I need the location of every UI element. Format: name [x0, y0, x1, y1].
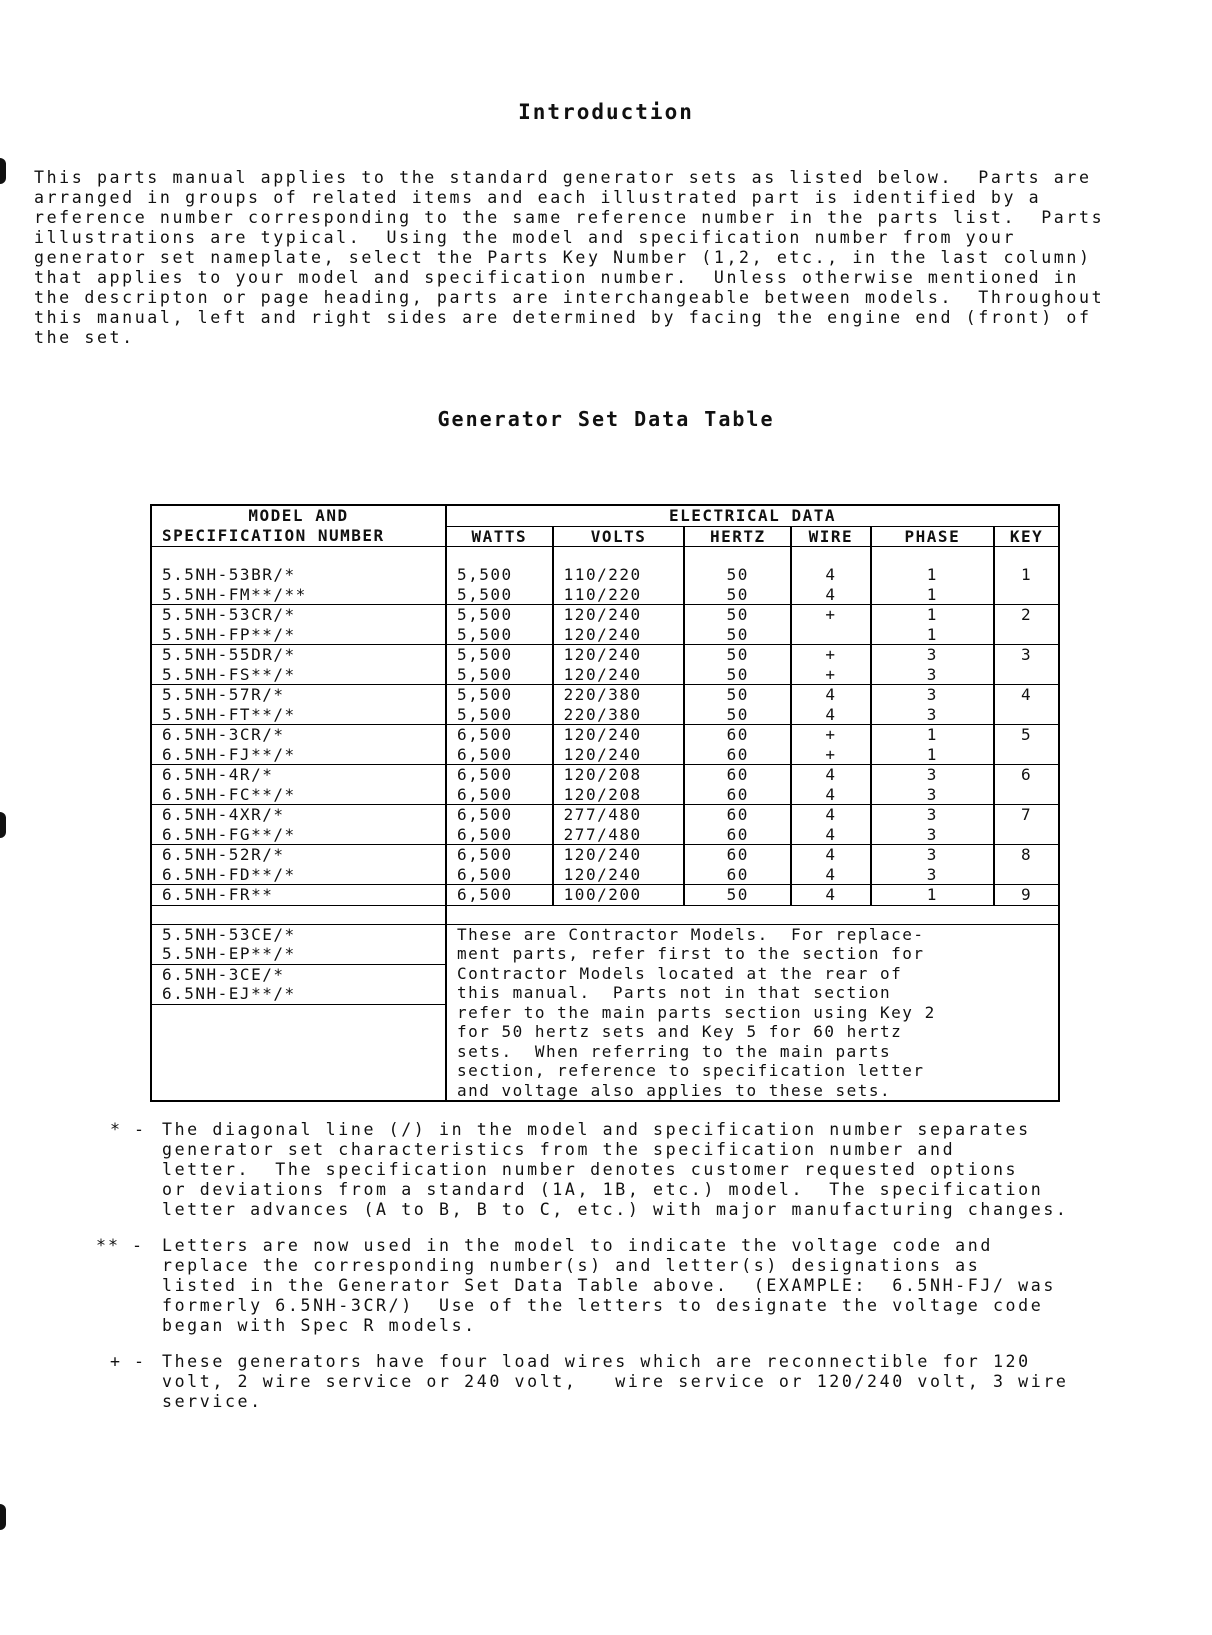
- wire-cell: 4: [791, 585, 871, 605]
- wire-cell: 4: [791, 705, 871, 725]
- wire-cell: 4: [791, 865, 871, 885]
- table-row: [151, 725, 1059, 745]
- model-cell: 5.5NH-53CR/*: [151, 605, 446, 625]
- contractor-model: 6.5NH-EJ**/*: [152, 984, 445, 1005]
- table-row: [151, 645, 1059, 665]
- phase-cell: 3: [871, 765, 994, 785]
- contractor-note-line: this manual. Parts not in that section: [456, 983, 892, 1002]
- key-cell: 4: [994, 685, 1059, 725]
- hertz-cell: 50: [684, 645, 791, 665]
- volts-cell: 120/240: [553, 745, 685, 765]
- volts-header: VOLTS: [553, 526, 685, 547]
- table-row: [151, 885, 1059, 906]
- binder-hole-mark: [0, 158, 6, 184]
- volts-cell: 100/200: [553, 885, 685, 906]
- phase-cell: 1: [871, 625, 994, 645]
- table-row: [151, 765, 1059, 785]
- watts-cell: 6,500: [446, 805, 553, 825]
- binder-hole-mark: [0, 1504, 6, 1530]
- footnote-line: Letters are now used in the model to indicate the voltage code and: [162, 1236, 993, 1255]
- model-cell: 6.5NH-3CR/*: [151, 725, 446, 745]
- model-cell: 6.5NH-FC**/*: [162, 784, 296, 804]
- wire-cell: [791, 625, 871, 645]
- watts-cell: 6,500: [446, 765, 553, 785]
- table-row: [151, 845, 1059, 865]
- footnote-text: [162, 1352, 1069, 1412]
- wire-cell: 4: [791, 785, 871, 805]
- intro-line: illustrations are typical. Using the model and specification number from your: [34, 228, 1017, 247]
- watts-cell: 5,500: [446, 665, 553, 685]
- hertz-cell: 60: [684, 805, 791, 825]
- model-cell: 6.5NH-4XR/*: [151, 805, 446, 825]
- watts-cell: 6,500: [446, 825, 553, 845]
- contractor-note: [446, 924, 1059, 1101]
- footnote-line: listed in the Generator Set Data Table above. (EXAMPLE: 6.5NH-FJ/ was: [162, 1276, 1056, 1295]
- phase-cell: 3: [871, 825, 994, 845]
- volts-cell: 120/208: [553, 765, 685, 785]
- contractor-note-line: Contractor Models located at the rear of: [456, 963, 903, 983]
- footnote-marker: ** -: [96, 1236, 144, 1255]
- hertz-cell: 60: [684, 845, 791, 865]
- volts-cell: 277/480: [553, 805, 685, 825]
- table-row: [151, 785, 1059, 805]
- hertz-cell: 60: [684, 865, 791, 885]
- volts-cell: 110/220: [553, 565, 685, 585]
- contractor-model-list: [151, 924, 446, 1101]
- table-spacer-row: [151, 905, 1059, 924]
- hertz-cell: 60: [684, 745, 791, 765]
- hertz-cell: 60: [684, 725, 791, 745]
- model-header-line2: SPECIFICATION NUMBER: [151, 526, 446, 547]
- footnote-line: formerly 6.5NH-3CR/) Use of the letters to designate the voltage code: [162, 1296, 1044, 1315]
- hertz-cell: 50: [684, 605, 791, 625]
- wire-header: WIRE: [791, 526, 871, 547]
- table-row: [151, 805, 1059, 825]
- footnote-marker: + -: [110, 1352, 146, 1371]
- key-cell: 3: [994, 645, 1059, 685]
- hertz-cell: 60: [684, 765, 791, 785]
- hertz-cell: 50: [684, 565, 791, 585]
- footnote-line: replace the corresponding number(s) and letter(s) designations as: [162, 1256, 981, 1275]
- intro-line: generator set nameplate, select the Parts Key Number (1,2, etc., in the last column): [34, 248, 1092, 267]
- wire-cell: 4: [791, 805, 871, 825]
- contractor-note-line: section, reference to specification letter: [456, 1061, 925, 1080]
- watts-cell: 6,500: [446, 725, 553, 745]
- wire-cell: +: [791, 645, 871, 665]
- hertz-cell: 50: [684, 885, 791, 906]
- phase-cell: 3: [871, 865, 994, 885]
- phase-cell: 3: [871, 785, 994, 805]
- footnote-line: generator set characteristics from the specification number and: [162, 1140, 956, 1159]
- volts-cell: 120/240: [553, 865, 685, 885]
- model-cell: 5.5NH-FT**/*: [162, 704, 296, 724]
- table-row: [151, 825, 1059, 845]
- footnote-text: [162, 1236, 1056, 1336]
- volts-cell: 110/220: [553, 585, 685, 605]
- model-cell: 5.5NH-55DR/*: [151, 645, 446, 665]
- footnote-line: letter. The specification number denotes customer requested options: [162, 1160, 1019, 1179]
- intro-line: reference number corresponding to the same reference number in the parts list. Parts: [34, 208, 1105, 227]
- table-row: [151, 745, 1059, 765]
- wire-cell: 4: [791, 885, 871, 906]
- intro-line: the descripton or page heading, parts are interchangeable between models. Throughout: [34, 288, 1105, 307]
- phase-cell: 1: [871, 885, 994, 906]
- table-row: [151, 625, 1059, 645]
- contractor-note-line: for 50 hertz sets and Key 5 for 60 hertz: [456, 1022, 903, 1041]
- watts-cell: 5,500: [446, 605, 553, 625]
- model-cell: 6.5NH-FG**/*: [162, 824, 296, 844]
- model-cell: 5.5NH-57R/*: [151, 685, 446, 705]
- wire-cell: 4: [791, 685, 871, 705]
- key-cell: 1: [994, 565, 1059, 605]
- contractor-note-line: refer to the main parts section using Key 2: [456, 1002, 936, 1022]
- wire-cell: +: [791, 725, 871, 745]
- volts-cell: 120/240: [553, 625, 685, 645]
- intro-line: This parts manual applies to the standard generator sets as listed below. Parts are: [34, 168, 1092, 187]
- footnote-line: volt, 2 wire service or 240 volt, wire service or 120/240 volt, 3 wire: [162, 1372, 1069, 1391]
- footnote-line: began with Spec R models.: [162, 1316, 477, 1335]
- wire-cell: +: [791, 605, 871, 625]
- wire-cell: 4: [791, 825, 871, 845]
- wire-cell: +: [791, 665, 871, 685]
- phase-cell: 3: [871, 665, 994, 685]
- phase-cell: 1: [871, 605, 994, 625]
- key-cell: 7: [994, 805, 1059, 845]
- model-cell: 6.5NH-52R/*: [151, 845, 446, 865]
- table-row: [151, 705, 1059, 725]
- watts-cell: 6,500: [446, 745, 553, 765]
- table-spacer-row: [151, 547, 1059, 566]
- volts-cell: 120/240: [553, 605, 685, 625]
- volts-cell: 120/240: [553, 645, 685, 665]
- phase-cell: 1: [871, 565, 994, 585]
- generator-data-table: [150, 504, 1060, 1102]
- footnote-line: The diagonal line (/) in the model and specification number separates: [162, 1120, 1031, 1139]
- hertz-cell: 50: [684, 665, 791, 685]
- footnote-line: letter advances (A to B, B to C, etc.) with major manufacturing changes.: [162, 1200, 1069, 1219]
- watts-cell: 5,500: [446, 645, 553, 665]
- model-cell: 5.5NH-53BR/*: [162, 565, 296, 584]
- contractor-model: 5.5NH-53CE/*: [162, 924, 296, 944]
- watts-cell: 5,500: [446, 705, 553, 725]
- intro-line: this manual, left and right sides are determined by facing the engine end (front) of: [34, 308, 1092, 327]
- watts-cell: 6,500: [446, 865, 553, 885]
- phase-cell: 3: [871, 805, 994, 825]
- wire-cell: 4: [791, 765, 871, 785]
- contractor-note-line: ment parts, refer first to the section for: [456, 944, 925, 963]
- hertz-cell: 50: [684, 585, 791, 605]
- model-cell: 5.5NH-FM**/**: [162, 584, 307, 604]
- intro-line: arranged in groups of related items and each illustrated part is identified by a: [34, 188, 1042, 207]
- watts-cell: 5,500: [446, 685, 553, 705]
- key-cell: 9: [994, 885, 1059, 906]
- key-cell: 2: [994, 605, 1059, 645]
- table-row: [151, 685, 1059, 705]
- phase-cell: 3: [871, 685, 994, 705]
- model-cell: 5.5NH-FS**/*: [162, 664, 296, 684]
- contractor-models-row: [151, 924, 1059, 1101]
- watts-cell: 6,500: [446, 845, 553, 865]
- volts-cell: 120/240: [553, 845, 685, 865]
- hertz-cell: 50: [684, 685, 791, 705]
- intro-paragraph: [34, 168, 1194, 348]
- phase-cell: 3: [871, 705, 994, 725]
- hertz-header: HERTZ: [684, 526, 791, 547]
- footnote-line: These generators have four load wires which are reconnectible for 120: [162, 1352, 1031, 1371]
- model-header-line1: MODEL AND: [151, 505, 446, 526]
- hertz-cell: 50: [684, 625, 791, 645]
- intro-line: the set.: [34, 328, 135, 347]
- volts-cell: 120/208: [553, 785, 685, 805]
- watts-cell: 5,500: [446, 585, 553, 605]
- footnote-text: [162, 1120, 1069, 1220]
- watts-header: WATTS: [446, 526, 553, 547]
- table-row: [151, 605, 1059, 625]
- phase-cell: 3: [871, 645, 994, 665]
- contractor-model: 6.5NH-3CE/*: [152, 964, 445, 985]
- watts-cell: 6,500: [446, 785, 553, 805]
- binder-hole-mark: [0, 812, 6, 838]
- model-cell: 6.5NH-4R/*: [151, 765, 446, 785]
- hertz-cell: 60: [684, 825, 791, 845]
- watts-cell: 6,500: [446, 885, 553, 906]
- model-cell: 6.5NH-FJ**/*: [162, 744, 296, 764]
- contractor-note-line: sets. When referring to the main parts: [456, 1041, 892, 1061]
- watts-cell: 5,500: [446, 565, 553, 585]
- key-cell: 5: [994, 725, 1059, 765]
- page-heading: Introduction: [518, 100, 694, 124]
- table-title: Generator Set Data Table: [437, 407, 775, 431]
- watts-cell: 5,500: [446, 625, 553, 645]
- contractor-note-line: and voltage also applies to these sets.: [456, 1080, 892, 1100]
- phase-cell: 3: [871, 845, 994, 865]
- model-cell: 6.5NH-FR**: [151, 885, 446, 906]
- volts-cell: 120/240: [553, 725, 685, 745]
- phase-cell: 1: [871, 745, 994, 765]
- wire-cell: +: [791, 745, 871, 765]
- phase-cell: 1: [871, 585, 994, 605]
- model-cell: 6.5NH-FD**/*: [162, 864, 296, 884]
- key-header: KEY: [994, 526, 1059, 547]
- table-row: [151, 585, 1059, 605]
- electrical-data-header: ELECTRICAL DATA: [446, 505, 1059, 526]
- phase-header: PHASE: [871, 526, 994, 547]
- key-cell: 8: [994, 845, 1059, 885]
- volts-cell: 277/480: [553, 825, 685, 845]
- volts-cell: 120/240: [553, 665, 685, 685]
- table-row: [151, 565, 1059, 585]
- table-row: [151, 665, 1059, 685]
- hertz-cell: 60: [684, 785, 791, 805]
- intro-line: that applies to your model and specification number. Unless otherwise mentioned in: [34, 268, 1079, 287]
- wire-cell: 4: [791, 845, 871, 865]
- footnote-line: service.: [162, 1392, 263, 1411]
- hertz-cell: 50: [684, 705, 791, 725]
- phase-cell: 1: [871, 725, 994, 745]
- key-cell: 6: [994, 765, 1059, 805]
- footnote-marker: * -: [110, 1120, 146, 1139]
- contractor-note-line: These are Contractor Models. For replace-: [456, 924, 925, 944]
- table-row: [151, 865, 1059, 885]
- footnote-line: or deviations from a standard (1A, 1B, etc.) model. The specification: [162, 1180, 1044, 1199]
- contractor-model: 5.5NH-EP**/*: [162, 944, 296, 963]
- model-cell: 5.5NH-FP**/*: [162, 624, 296, 644]
- volts-cell: 220/380: [553, 705, 685, 725]
- wire-cell: 4: [791, 565, 871, 585]
- volts-cell: 220/380: [553, 685, 685, 705]
